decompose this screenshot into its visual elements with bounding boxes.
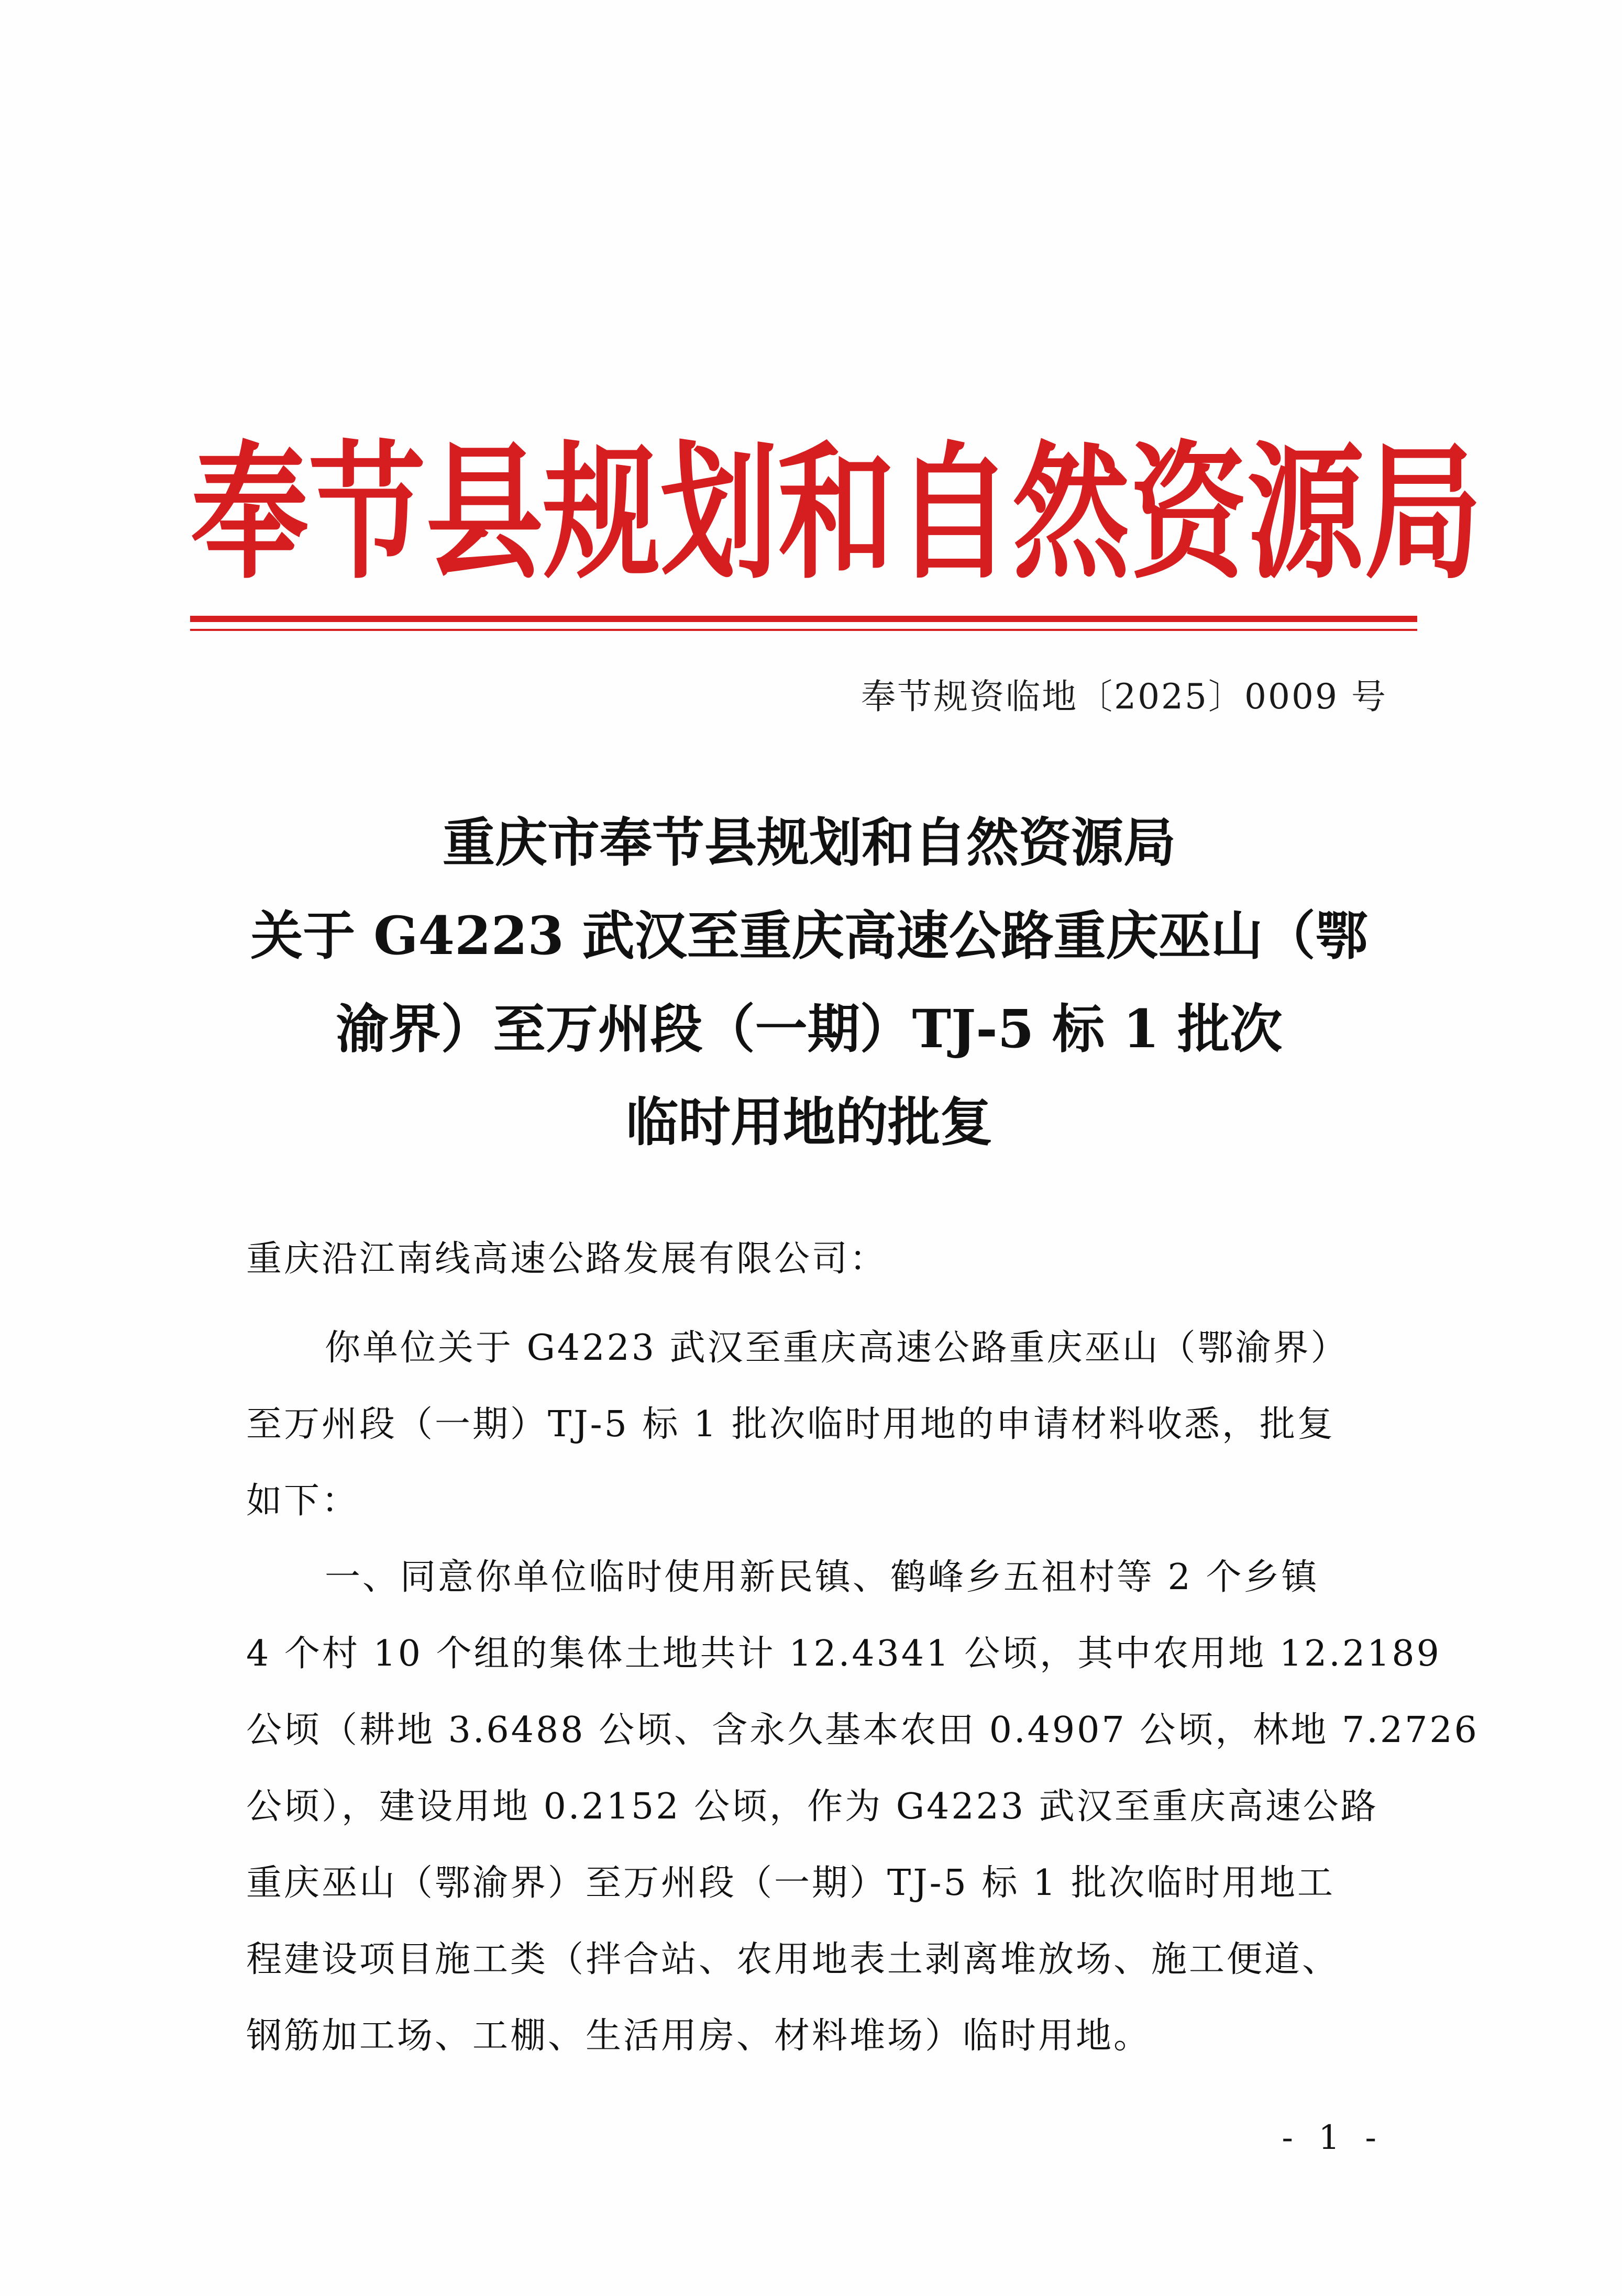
- letterhead-char: 节: [308, 427, 426, 599]
- letterhead-char: 局: [1364, 427, 1482, 599]
- letterhead-char: 然: [1012, 427, 1130, 599]
- letterhead-divider-thick: [190, 616, 1417, 622]
- paragraph-line: 一、同意你单位临时使用新民镇、鹤峰乡五祖村等 2 个乡镇: [325, 1557, 1319, 1598]
- letterhead-char: 源: [1247, 427, 1364, 599]
- paragraph-line: 你单位关于 G4223 武汉至重庆高速公路重庆巫山（鄂渝界）: [325, 1327, 1349, 1369]
- paragraph-line: 钢筋加工场、工棚、生活用房、材料堆场）临时用地。: [246, 2015, 1152, 2057]
- letterhead-char: 奉: [191, 427, 308, 599]
- paragraph-line: 重庆巫山（鄂渝界）至万州段（一期）TJ-5 标 1 批次临时用地工: [246, 1862, 1335, 1904]
- paragraph-line: 公顷（耕地 3.6488 公顷、含永久基本农田 0.4907 公顷，林地 7.2726: [246, 1710, 1479, 1751]
- title-line: 关于 G4223 武汉至重庆高速公路重庆巫山（鄂: [250, 905, 1368, 967]
- paragraph-line: 至万州段（一期）TJ-5 标 1 批次临时用地的申请材料收悉，批复: [246, 1404, 1335, 1445]
- document-number: 奉节规资临地〔2025〕0009 号: [861, 676, 1387, 717]
- letterhead-title: [191, 427, 1482, 599]
- title-line: 渝界）至万州段（一期）TJ-5 标 1 批次: [336, 998, 1283, 1060]
- letterhead-char: 资: [1130, 427, 1247, 599]
- salutation: 重庆沿江南线高速公路发展有限公司：: [246, 1238, 888, 1280]
- paragraph-line: 程建设项目施工类（拌合站、农用地表土剥离堆放场、施工便道、: [246, 1939, 1340, 1980]
- title-line: 临时用地的批复: [626, 1091, 992, 1153]
- body-paragraph-intro: [246, 1310, 1389, 1539]
- letterhead-char: 规: [543, 427, 660, 599]
- letterhead-char: 自: [895, 427, 1012, 599]
- letterhead-char: 县: [426, 427, 543, 599]
- paragraph-line: 公顷），建设用地 0.2152 公顷，作为 G4223 武汉至重庆高速公路: [246, 1786, 1378, 1827]
- letterhead-char: 和: [778, 427, 895, 599]
- page-number: - 1 -: [1282, 2118, 1384, 2157]
- document-title: [220, 796, 1398, 1169]
- letterhead-char: 划: [660, 427, 778, 599]
- paragraph-line: 4 个村 10 个组的集体土地共计 12.4341 公顷，其中农用地 12.2189: [246, 1633, 1441, 1674]
- paragraph-line: 如下：: [246, 1480, 360, 1522]
- title-line: 重庆市奉节县规划和自然资源局: [443, 812, 1176, 873]
- body-paragraph-item-1: [246, 1539, 1479, 2075]
- letterhead-divider-thin: [190, 629, 1417, 631]
